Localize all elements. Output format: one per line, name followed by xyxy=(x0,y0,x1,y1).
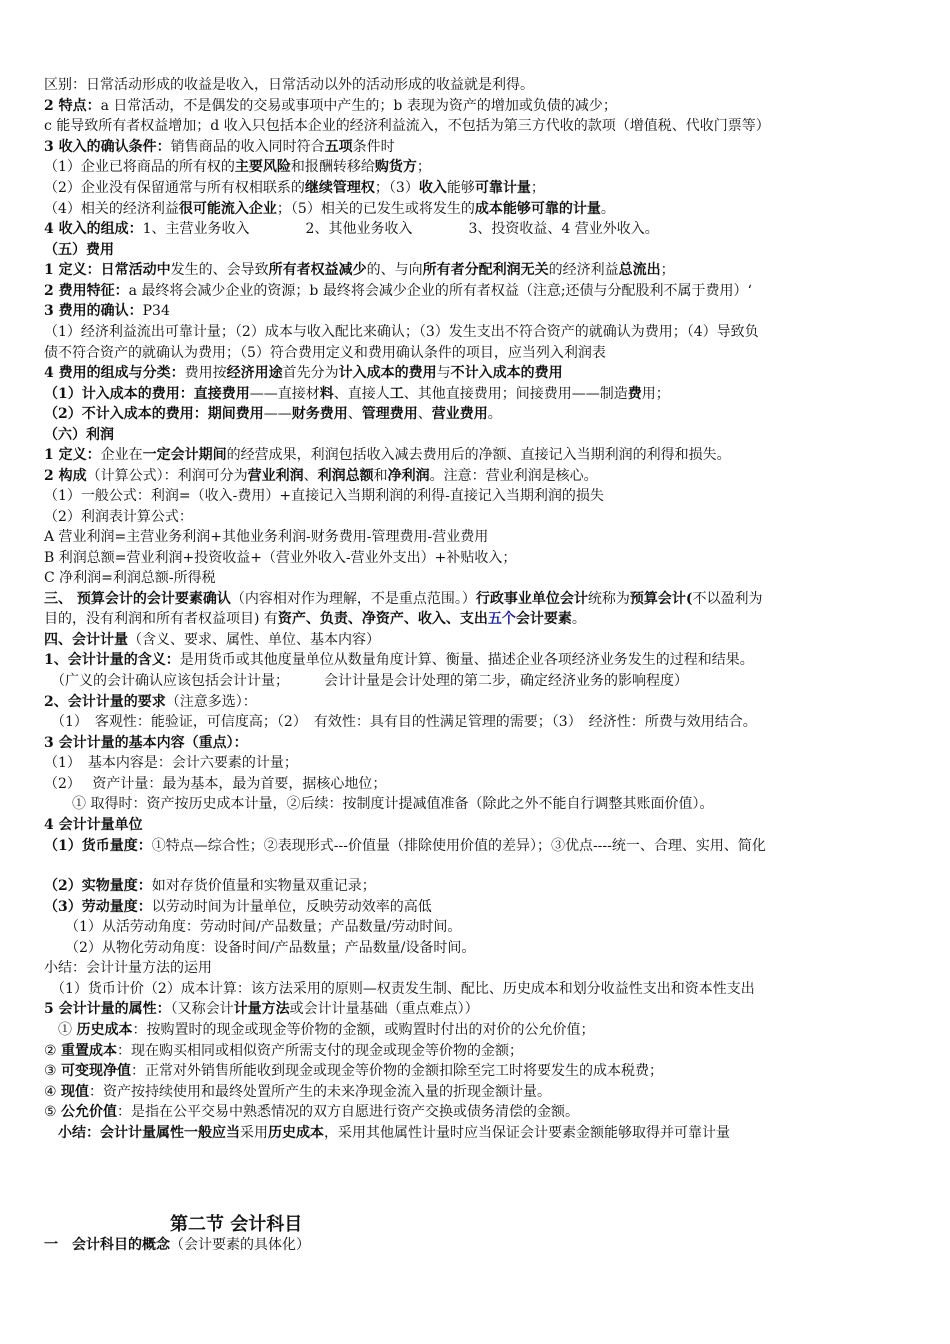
text-line xyxy=(44,200,615,218)
text-line xyxy=(44,261,675,279)
text-run: （2） 资产计量：最为基本，最为首要，据核心地位； xyxy=(44,776,387,792)
text-run: 计量方法 xyxy=(233,1001,290,1017)
text-run: 统称为 xyxy=(587,591,630,607)
text-line xyxy=(44,734,248,752)
text-line xyxy=(44,569,216,587)
text-run: C 净利润=利润总额-所得税 xyxy=(44,570,216,586)
text-line xyxy=(44,672,688,690)
text-line xyxy=(44,816,143,834)
text-run: 管理费用 xyxy=(361,406,418,422)
text-run: 重置成本 xyxy=(61,1043,118,1059)
text-run: 以劳动时间为计量单位，反映劳动效率的高低 xyxy=(151,899,432,915)
text-line xyxy=(44,508,193,526)
text-line xyxy=(44,323,759,341)
text-run: 利润总额 xyxy=(317,468,374,484)
text-run: （2）企业没有保留通常与所有权相联系的 xyxy=(44,180,305,196)
text-run: 不以盈利为 xyxy=(692,591,763,607)
text-run: 4 收入的组成： xyxy=(44,221,143,237)
text-run: 是用货币或其他度量单位从数量角度计算、衡量、描述企业各项经济业务发生的过程和结果。 xyxy=(179,652,754,668)
text-run: 历史成本 xyxy=(268,1125,324,1141)
text-run: ：正常对外销售所能收到现金或现金等价物的金额扣除至完工时将要发生的成本税费； xyxy=(131,1063,664,1079)
text-line xyxy=(44,158,431,176)
text-run: 1 定义：日常活动中 xyxy=(44,262,171,278)
text-run: ①特点—综合性；②表现形式---价值量（排除使用价值的差异）；③优点----统一、合理、实用、简化 xyxy=(151,838,766,854)
text-run: 营业利润 xyxy=(247,468,304,484)
text-run: （内容相对作为理解，不是重点范围。） xyxy=(230,591,476,607)
text-line xyxy=(44,1021,594,1039)
text-run: 能够 xyxy=(446,180,475,196)
text-run: （1）货币计价（2）成本计算：该方法采用的原则—权责发生制、配比、历史成本和划分收益性支出和资本性支出 xyxy=(44,981,755,997)
text-run: 小结：会计计量属性一般应当 xyxy=(58,1125,240,1141)
text-line xyxy=(44,220,659,238)
text-line xyxy=(44,76,534,94)
text-run: A 营业利润=主营业务利润+其他业务利润-财务费用-管理费用-营业费用 xyxy=(44,529,489,545)
text-run: 料 xyxy=(319,386,334,402)
text-run: 2 构成 xyxy=(44,468,87,484)
text-run: 。注意：营业利润是核心。 xyxy=(429,468,598,484)
text-line xyxy=(44,877,376,895)
text-line xyxy=(44,837,766,855)
text-run: 一定会计期间 xyxy=(142,447,227,463)
text-run: 费 xyxy=(627,386,642,402)
text-run: ，采用其他属性计量时应当保证会计要素金额能够取得并可靠计量 xyxy=(324,1125,730,1141)
text-line xyxy=(44,1083,551,1101)
text-line xyxy=(44,487,604,505)
text-run: 、直接人 xyxy=(333,386,390,402)
text-run: 所有者权益减少 xyxy=(268,262,367,278)
text-run: 三、 预算会计的会计要素确认 xyxy=(44,591,231,607)
text-run: a 最终将会减少企业的资源；b 最终将会减少企业的所有者权益（注意;还债与分配股利不属于费用）‘ xyxy=(128,283,752,299)
text-line xyxy=(44,549,516,567)
text-line xyxy=(44,713,757,731)
text-run: 一 会计科目的概念 xyxy=(44,1237,170,1253)
text-line xyxy=(44,302,170,320)
text-run: （1）一般公式：利润=（收入-费用）+直接记入当期利润的利得-直接记入当期利润的损失 xyxy=(44,488,604,504)
text-run: 的经济利益 xyxy=(548,262,619,278)
text-run: 4 会计计量单位 xyxy=(44,817,143,833)
text-line xyxy=(44,528,488,546)
text-line xyxy=(44,754,298,772)
text-run: 。 xyxy=(487,406,502,422)
text-run: 、 xyxy=(417,406,432,422)
text-line xyxy=(44,1103,579,1121)
text-run: （含义、要求、属性、单位、基本内容） xyxy=(128,632,380,648)
text-run: 不计入成本的费用 xyxy=(450,365,563,381)
text-run: 可靠计量 xyxy=(474,180,531,196)
text-run: （又称会计 xyxy=(170,1001,234,1017)
text-run: （1）从活劳动角度：劳动时间/产品数量；产品数量/劳动时间。 xyxy=(44,919,462,935)
text-run: 总流出 xyxy=(618,262,661,278)
text-line xyxy=(44,138,395,156)
text-run: 主要风险 xyxy=(234,159,291,175)
text-run: （3）劳动量度： xyxy=(44,899,152,915)
text-line xyxy=(44,385,670,403)
text-run: 4 费用的组成与分类： xyxy=(44,365,185,381)
text-line xyxy=(44,364,563,382)
text-line xyxy=(44,939,475,957)
text-line xyxy=(44,918,461,936)
text-line xyxy=(44,980,755,998)
text-run: （2）实物量度： xyxy=(44,878,152,894)
text-run: 行政事业单位会计 xyxy=(475,591,588,607)
section-title: 第二节 会计科目 xyxy=(170,1214,303,1235)
text-run: 3 收入的确认条件： xyxy=(44,139,171,155)
text-run: 经济用途 xyxy=(226,365,283,381)
text-line xyxy=(44,610,586,628)
text-run: ； xyxy=(660,262,675,278)
text-run: 财务费用 xyxy=(291,406,348,422)
text-run: c 能导致所有者权益增加；d 收入只包括本企业的经济利益流入，不包括为第三方代收的款项（增值税、代收门票等） xyxy=(44,118,770,134)
text-run: ：现在购买相同或相似资产所需支付的现金或现金等价物的金额； xyxy=(117,1043,524,1059)
text-run: 采用 xyxy=(240,1125,268,1141)
text-run: 成本能够可靠的计量 xyxy=(474,201,601,217)
text-run: 2 特点： xyxy=(44,98,101,114)
text-run: 、其他直接费用；间接费用——制造 xyxy=(403,386,628,402)
text-run: 资产、负责、净资产、收入、支出 xyxy=(277,611,488,627)
text-line xyxy=(44,97,617,115)
text-run: ① xyxy=(44,1022,77,1038)
text-run: 五个 xyxy=(487,611,516,627)
text-line xyxy=(44,959,212,977)
text-run: 1、会计计量的含义： xyxy=(44,652,180,668)
text-run: 费用按 xyxy=(184,365,227,381)
text-run: ① 取得时：资产按历史成本计量，②后续：按制度计提减值准备（除此之外不能自行调整其账面价值）。 xyxy=(44,796,714,812)
text-run: 小结：会计计量方法的运用 xyxy=(44,960,212,976)
text-run: 目的，没有利润和所有者权益项目) 有 xyxy=(44,611,278,627)
text-run: P34 xyxy=(142,303,170,319)
text-line xyxy=(44,590,763,608)
text-run: ：按购置时的现金或现金等价物的金额，或购置时付出的对价的公允价值； xyxy=(132,1022,595,1038)
text-line xyxy=(44,795,713,813)
text-run: （1）计入成本的费用：直接费用 xyxy=(44,386,250,402)
text-line xyxy=(44,898,432,916)
text-line xyxy=(44,179,545,197)
text-run: ——直接材 xyxy=(249,386,320,402)
text-run: 5 会计计量的属性： xyxy=(44,1001,171,1017)
text-run: 净利润 xyxy=(387,468,430,484)
text-run: 五项 xyxy=(324,139,353,155)
text-line xyxy=(44,651,754,669)
text-run: ：资产按持续使用和最终处置所产生的未来净现金流入量的折现金额计量。 xyxy=(89,1084,552,1100)
text-run: （2）从物化劳动角度：设备时间/产品数量；产品数量/设备时间。 xyxy=(44,940,476,956)
text-run: ：是指在公平交易中熟悉情况的双方自愿进行资产交换或债务清偿的金额。 xyxy=(117,1104,580,1120)
text-run: 历史成本 xyxy=(76,1022,133,1038)
text-run: 2、会计计量的要求 xyxy=(44,694,166,710)
text-run: （五）费用 xyxy=(44,242,114,258)
text-line xyxy=(44,631,380,649)
text-run: （1） 基本内容是：会计六要素的计量； xyxy=(44,755,298,771)
text-run: （广义的会计确认应该包括会计计量； 会计计量是会计处理的第二步，确定经济业务的影响程度） xyxy=(44,673,688,689)
text-run: 计入成本的费用 xyxy=(338,365,437,381)
text-run: 用； xyxy=(641,386,670,402)
text-line xyxy=(44,426,114,444)
text-run: 现值 xyxy=(61,1084,90,1100)
text-run: （4）相关的经济利益 xyxy=(44,201,179,217)
text-line xyxy=(44,117,770,135)
text-run: 或会计计量基础（重点难点）） xyxy=(289,1001,479,1017)
text-line xyxy=(44,282,752,300)
text-run: 如对存货价值量和实物量双重记录； xyxy=(151,878,376,894)
text-run: （1）企业已将商品的所有权的 xyxy=(44,159,235,175)
text-line xyxy=(44,1042,523,1060)
text-run: 和 xyxy=(373,468,388,484)
text-run: （六）利润 xyxy=(44,427,114,443)
text-run: 条件时 xyxy=(352,139,395,155)
text-run: 2 费用特征： xyxy=(44,283,129,299)
text-run: 工 xyxy=(389,386,404,402)
text-run: ② xyxy=(44,1043,62,1059)
text-run: 所有者分配利润无关 xyxy=(422,262,549,278)
text-line xyxy=(44,467,598,485)
text-run: 会计要素 xyxy=(515,611,572,627)
text-run: 公允价值 xyxy=(61,1104,118,1120)
text-run: （2）利润表计算公式： xyxy=(44,509,193,525)
text-run: 、 xyxy=(303,468,318,484)
text-run: 企业在 xyxy=(100,447,143,463)
text-run: ； xyxy=(416,159,431,175)
text-run: 购货方 xyxy=(374,159,417,175)
text-run: （1）经济利益流出可靠计量；（2）成本与收入配比来确认；（3）发生支出不符合资产的就确认为费用；（4）导致负 xyxy=(44,324,759,340)
text-run: 四、会计计量 xyxy=(44,632,128,648)
text-run: 很可能流入企业 xyxy=(178,201,277,217)
text-run: 1、主营业务收入 2、其他业务收入 3、投资收益、4 营业外收入。 xyxy=(142,221,659,237)
text-run: （1） 客观性：能验证，可信度高；（2） 有效性：具有目的性满足管理的需要；（3） 经济性：所费与效用结合。 xyxy=(44,714,757,730)
text-run: （注意多选）： xyxy=(165,694,257,710)
text-run: 首先分为 xyxy=(282,365,339,381)
text-run: ； xyxy=(530,180,545,196)
text-line xyxy=(44,241,114,259)
text-run: ⑤ xyxy=(44,1104,62,1120)
text-line xyxy=(44,1062,663,1080)
text-line xyxy=(44,693,257,711)
text-line xyxy=(44,775,386,793)
text-run: 继续管理权 xyxy=(304,180,375,196)
text-run: 和报酬转移给 xyxy=(290,159,375,175)
text-line xyxy=(44,405,502,423)
text-run: —— xyxy=(263,406,292,422)
text-line xyxy=(44,344,606,362)
text-run: B 利润总额=营业利润+投资收益+（营业外收入-营业外支出）+补贴收入； xyxy=(44,550,517,566)
text-run: ④ xyxy=(44,1084,62,1100)
text-run: 。 xyxy=(571,611,586,627)
text-run: 、 xyxy=(347,406,362,422)
text-run: ③ xyxy=(44,1063,62,1079)
text-run xyxy=(44,1125,58,1141)
text-run: 发生的、会导致 xyxy=(170,262,269,278)
text-run: 债不符合资产的就确认为费用；（5）符合费用定义和费用确认条件的项目，应当列入利润表 xyxy=(44,345,606,361)
text-run: 预算会计( xyxy=(629,591,693,607)
text-run: （1）货币量度： xyxy=(44,838,152,854)
text-run: 营业费用 xyxy=(431,406,488,422)
text-run: （计算公式）：利润可分为 xyxy=(86,468,248,484)
text-run: 3 费用的确认： xyxy=(44,303,143,319)
text-line xyxy=(44,1000,479,1018)
text-run: a 日常活动，不是偶发的交易或事项中产生的；b 表现为资产的增加或负债的减少； xyxy=(100,98,617,114)
text-run: （2）不计入成本的费用：期间费用 xyxy=(44,406,264,422)
subsection-line xyxy=(44,1236,310,1254)
text-run: 销售商品的收入同时符合 xyxy=(170,139,325,155)
text-line xyxy=(44,1124,730,1142)
text-run: 区别：日常活动形成的收益是收入，日常活动以外的活动形成的收益就是利得。 xyxy=(44,77,534,93)
text-run: 1 定义： xyxy=(44,447,101,463)
text-run: 。 xyxy=(600,201,615,217)
text-run: 3 会计计量的基本内容（重点）： xyxy=(44,735,248,751)
text-run: 的、与向 xyxy=(366,262,423,278)
text-run: ；（5）相关的已发生或将发生的 xyxy=(276,201,475,217)
text-run: 与 xyxy=(436,365,451,381)
text-line xyxy=(44,446,731,464)
text-run: （会计要素的具体化） xyxy=(170,1237,310,1253)
text-run: 收入 xyxy=(418,180,447,196)
text-run: ；（3） xyxy=(374,180,419,196)
text-run: 可变现净值 xyxy=(61,1063,132,1079)
text-run: 的经营成果，利润包括收入减去费用后的净额、直接记入当期利润的利得和损失。 xyxy=(226,447,731,463)
